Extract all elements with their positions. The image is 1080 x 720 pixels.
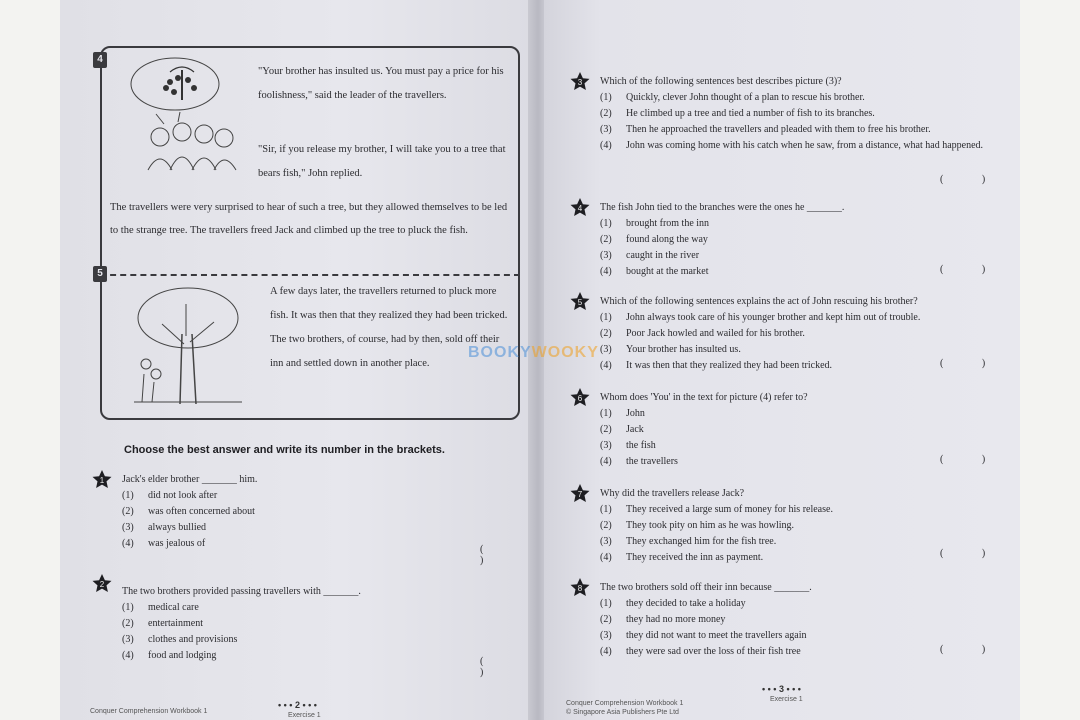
question-7-option-4[interactable]: (4) They received the inn as payment. xyxy=(600,552,764,563)
question-2 xyxy=(122,584,502,664)
story-paragraph-1: "Your brother has insulted us. You must pay a price for his foolishness," said the leader of the travellers. xyxy=(258,66,504,101)
question-1-option-1[interactable]: (1) did not look after xyxy=(122,490,218,501)
question-7-number-icon xyxy=(570,484,590,504)
svg-text:3: 3 xyxy=(577,78,583,87)
question-7-option-2[interactable]: (2) They took pity on him as he was howling. xyxy=(600,520,795,531)
left-page xyxy=(60,0,532,720)
right-page xyxy=(544,0,1020,720)
question-8-option-1[interactable]: (1) they decided to take a holiday xyxy=(600,598,746,609)
question-6-text: Whom does 'You' in the text for picture (4) refer to? xyxy=(600,392,808,403)
question-1-option-3[interactable]: (3) always bullied xyxy=(122,522,207,533)
question-4-option-1[interactable]: (1) brought from the inn xyxy=(600,218,710,229)
footer-exercise: Exercise 1 xyxy=(288,712,321,719)
question-3-option-4[interactable]: (4) John was coming home with his catch when he saw, from a distance, what had happened. xyxy=(600,140,984,151)
question-1-number-icon xyxy=(92,470,112,490)
question-3-text: Which of the following sentences best describes picture (3)? xyxy=(600,76,842,87)
question-6-option-1[interactable]: (1) John xyxy=(600,408,645,419)
question-6 xyxy=(600,390,984,470)
question-3 xyxy=(600,74,984,154)
question-7 xyxy=(600,486,984,566)
question-2-option-4[interactable]: (4) food and lodging xyxy=(122,650,217,661)
instruction: Choose the best answer and write its number in the brackets. xyxy=(124,444,445,456)
question-4-option-2[interactable]: (2) found along the way xyxy=(600,234,708,245)
footer-copyright: © Singapore Asia Publishers Pte Ltd xyxy=(566,709,679,716)
story-paragraph-2: "Sir, if you release my brother, I will take you to a tree that bears fish," John replied. xyxy=(258,144,506,179)
picture-marker-5: 5 xyxy=(93,266,107,282)
question-6-number-icon xyxy=(570,388,590,408)
question-7-answer-brackets[interactable]: ( ) xyxy=(940,548,1004,559)
question-4 xyxy=(600,200,984,280)
question-1-option-4[interactable]: (4) was jealous of xyxy=(122,538,206,549)
question-2-answer-brackets[interactable]: ( ) xyxy=(480,656,502,678)
watermark: BOOKYWOOKY xyxy=(468,344,599,361)
question-4-option-4[interactable]: (4) bought at the market xyxy=(600,266,709,277)
question-4-text: The fish John tied to the branches were the ones he _______. xyxy=(600,202,845,213)
footer-book-title: Conquer Comprehension Workbook 1 xyxy=(566,700,684,707)
question-5-number-icon xyxy=(570,292,590,312)
question-7-text: Why did the travellers release Jack? xyxy=(600,488,745,499)
question-5-option-4[interactable]: (4) It was then that they realized they had been tricked. xyxy=(600,360,833,371)
question-8-option-4[interactable]: (4) they were sad over the loss of their fish tree xyxy=(600,646,801,657)
question-8-number-icon xyxy=(570,578,590,598)
svg-text:4: 4 xyxy=(577,204,583,213)
question-5 xyxy=(600,294,984,374)
question-1-option-2[interactable]: (2) was often concerned about xyxy=(122,506,255,517)
question-3-option-3[interactable]: (3) Then he approached the travellers and pleaded with them to free his brother. xyxy=(600,124,931,135)
tree-illustration xyxy=(122,284,252,410)
story-divider xyxy=(100,274,520,276)
question-4-option-3[interactable]: (3) caught in the river xyxy=(600,250,700,261)
question-5-answer-brackets[interactable]: ( ) xyxy=(940,358,1004,369)
question-2-option-2[interactable]: (2) entertainment xyxy=(122,618,203,629)
question-5-option-1[interactable]: (1) John always took care of his younger brother and kept him out of trouble. xyxy=(600,312,921,323)
svg-text:2: 2 xyxy=(99,580,105,589)
page-number: • • • 3 • • • xyxy=(762,684,801,694)
question-6-option-4[interactable]: (4) the travellers xyxy=(600,456,678,467)
question-3-option-1[interactable]: (1) Quickly, clever John thought of a plan to rescue his brother. xyxy=(600,92,865,103)
question-4-answer-brackets[interactable]: ( ) xyxy=(940,264,1004,275)
question-8-option-3[interactable]: (3) they did not want to meet the travellers again xyxy=(600,630,807,641)
page-number: • • • 2 • • • xyxy=(278,700,317,710)
question-6-option-3[interactable]: (3) the fish xyxy=(600,440,656,451)
question-6-option-2[interactable]: (2) Jack xyxy=(600,424,644,435)
footer-exercise: Exercise 1 xyxy=(770,696,803,703)
question-1-text: Jack's elder brother _______ him. xyxy=(122,474,258,485)
question-2-option-3[interactable]: (3) clothes and provisions xyxy=(122,634,238,645)
travellers-illustration xyxy=(120,52,250,172)
question-5-option-2[interactable]: (2) Poor Jack howled and wailed for his brother. xyxy=(600,328,805,339)
question-8-answer-brackets[interactable]: ( ) xyxy=(940,644,1004,655)
question-2-option-1[interactable]: (1) medical care xyxy=(122,602,199,613)
question-8-option-2[interactable]: (2) they had no more money xyxy=(600,614,726,625)
story-paragraph-3: The travellers were very surprised to hear of such a tree, but they allowed themselves to be led to the strange tree. The travellers freed Jack and climbed up the tree to pluck the fish. xyxy=(110,202,508,236)
question-7-option-3[interactable]: (3) They exchanged him for the fish tree. xyxy=(600,536,777,547)
question-2-text: The two brothers provided passing travellers with _______. xyxy=(122,586,361,597)
question-1-answer-brackets[interactable]: ( ) xyxy=(480,544,502,566)
svg-text:6: 6 xyxy=(577,394,583,403)
footer-book-title: Conquer Comprehension Workbook 1 xyxy=(90,708,208,715)
svg-text:5: 5 xyxy=(577,298,583,307)
question-3-number-icon xyxy=(570,72,590,92)
question-5-option-3[interactable]: (3) Your brother has insulted us. xyxy=(600,344,741,355)
picture-marker-4: 4 xyxy=(93,52,107,68)
question-6-answer-brackets[interactable]: ( ) xyxy=(940,454,1004,465)
svg-text:7: 7 xyxy=(577,490,583,499)
question-4-number-icon xyxy=(570,198,590,218)
question-3-option-2[interactable]: (2) He climbed up a tree and tied a number of fish to its branches. xyxy=(600,108,875,119)
question-5-text: Which of the following sentences explains the act of John rescuing his brother? xyxy=(600,296,918,307)
question-8 xyxy=(600,580,984,660)
svg-text:8: 8 xyxy=(577,584,583,593)
question-3-answer-brackets[interactable]: ( ) xyxy=(940,174,1004,185)
svg-text:1: 1 xyxy=(99,476,105,485)
question-7-option-1[interactable]: (1) They received a large sum of money for his release. xyxy=(600,504,833,515)
question-1 xyxy=(122,472,502,552)
story-paragraph-4: A few days later, the travellers returned to pluck more fish. It was then that they realized they had been tricked. The two brothers, of course, had by then, sold off their inn and settled down in another place. xyxy=(270,286,508,369)
question-2-number-icon xyxy=(92,574,112,594)
question-8-text: The two brothers sold off their inn because _______. xyxy=(600,582,812,593)
